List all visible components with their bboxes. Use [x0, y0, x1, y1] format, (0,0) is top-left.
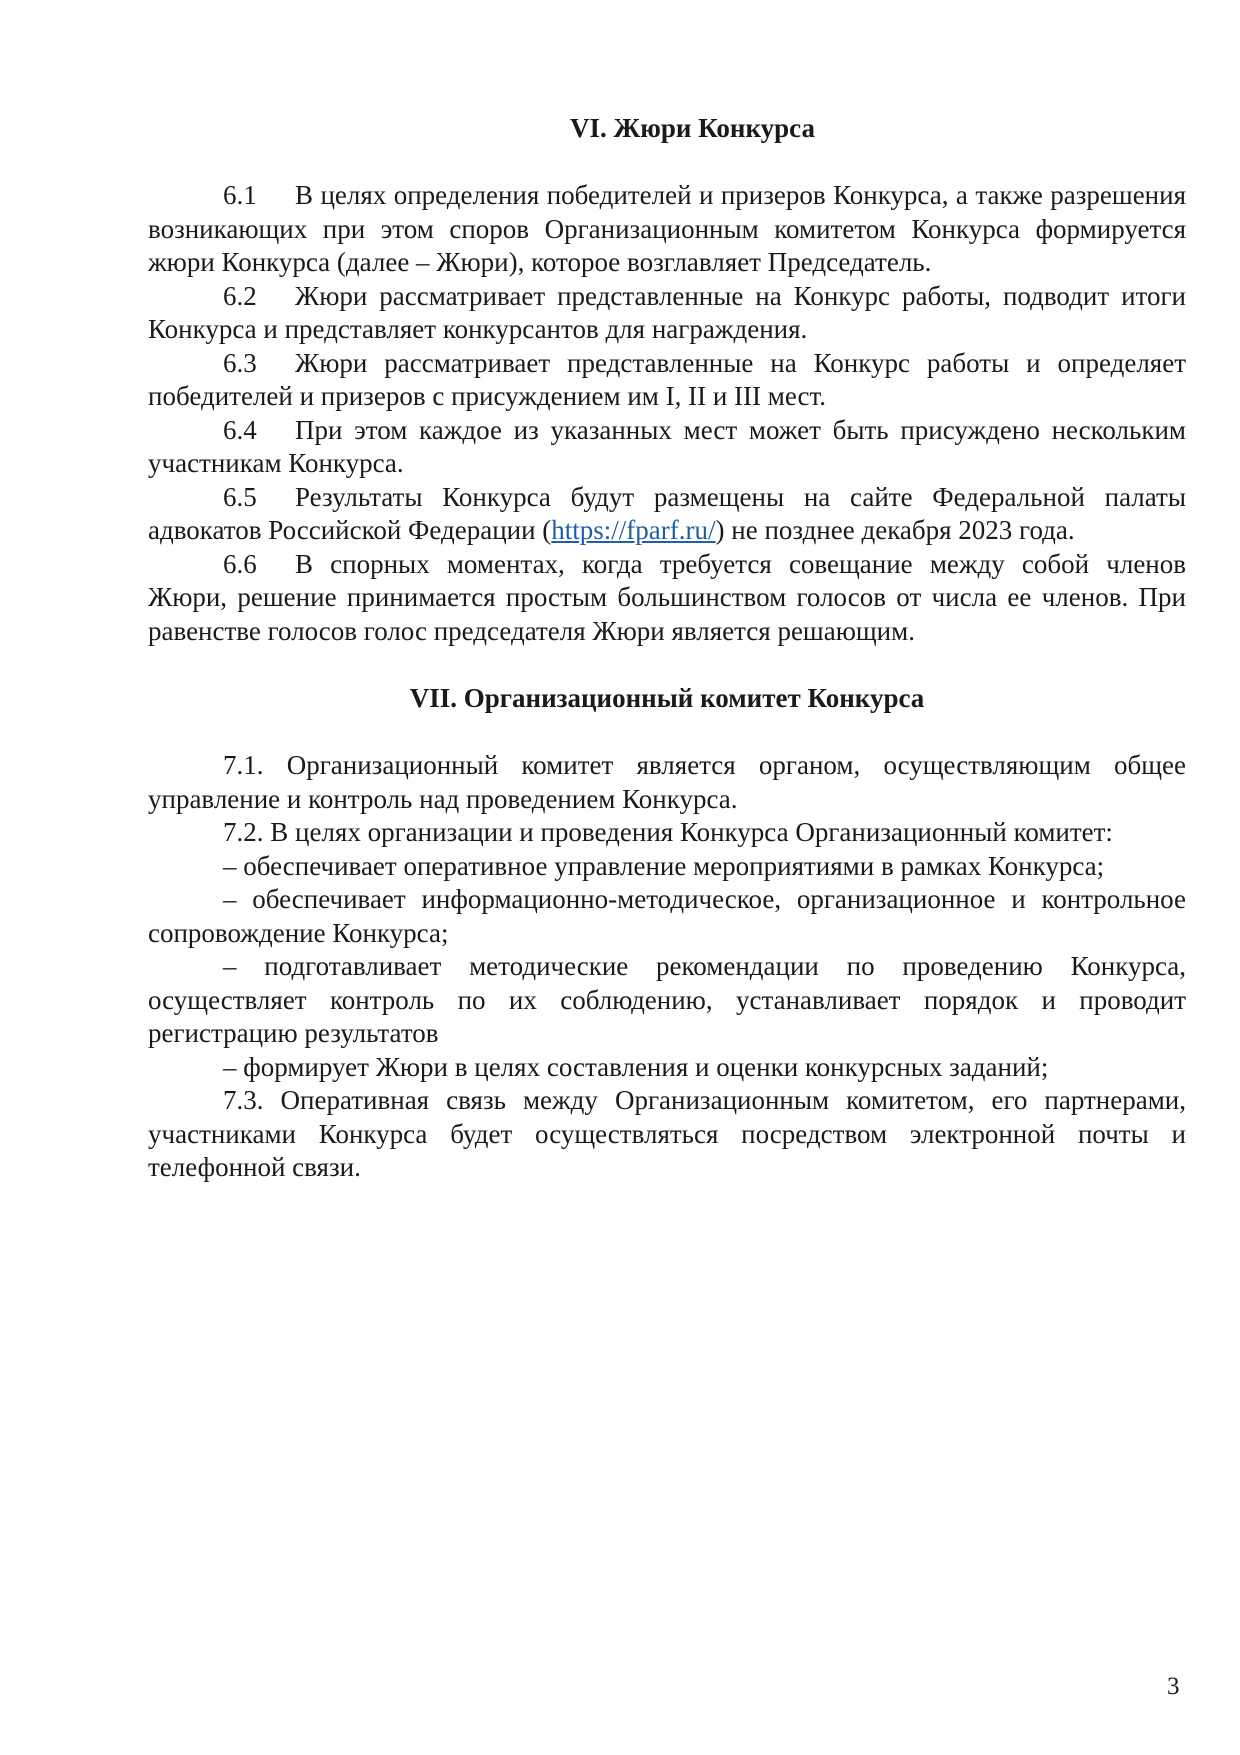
paragraph-number: 6.1 [223, 180, 257, 210]
paragraph-6-3 [148, 347, 1186, 414]
list-item: – формирует Жюри в целях составления и оценки конкурсных заданий; [223, 1051, 1049, 1082]
spacer [148, 715, 1186, 749]
paragraph-number: 6.3 [223, 347, 257, 378]
spacer [148, 145, 1186, 179]
paragraph-number: 6.2 [223, 280, 257, 311]
paragraph-7-1: 7.1. Организационный комитет является органом, осуществляющим общее управление и контроль над проведением Конкурса. [148, 750, 1186, 814]
paragraph-text: Результаты Конкурса будут размещены на сайте Федеральной палаты адвокатов Российской Федерации ( [148, 481, 1186, 545]
list-item: – обеспечивает информационно-методическое, организационное и контрольное сопровождение Конкурса; [148, 884, 1186, 948]
paragraph-text: Жюри рассматривает представленные на Конкурс работы и определяет победителей и призеров с присуждением им I, II и III мест. [148, 347, 1186, 411]
paragraph-text: Жюри рассматривает представленные на Конкурс работы, подводит итоги Конкурса и представляет конкурсантов для награждения. [148, 280, 1186, 344]
document-page [148, 112, 1186, 1185]
paragraph-text: В спорных моментах, когда требуется совещание между собой членов Жюри, решение принимается простым большинством голосов от числа ее членов. При равенстве голосов голос председателя Жюри является решающим. [148, 548, 1186, 646]
paragraph-6-4 [148, 414, 1186, 481]
paragraph-text: ) не позднее декабря 2023 года. [715, 515, 1075, 545]
paragraph-number: 6.6 [223, 548, 257, 579]
paragraph-6-2 [148, 280, 1186, 347]
paragraph-7-3: 7.3. Оперативная связь между Организационным комитетом, его партнерами, участниками Конкурса будет осуществляться посредством электронной почты и телефонной связи. [148, 1085, 1186, 1182]
paragraph-text: При этом каждое из указанных мест может быть присуждено нескольким участникам Конкурса. [148, 414, 1186, 478]
list-item: – обеспечивает оперативное управление мероприятиями в рамках Конкурса; [223, 850, 1105, 881]
section-6-title: VI. Жюри Конкурса [570, 113, 815, 143]
paragraph-number: 6.5 [223, 481, 257, 512]
list-item: – подготавливает методические рекомендации по проведению Конкурса, осуществляет контроль по их соблюдению, устанавливает порядок и проводит регистрацию результатов [148, 951, 1186, 1048]
page-number: 3 [1167, 1673, 1180, 1700]
paragraph-text: В целях определения победителей и призеров Конкурса, а также разрешения возникающих при этом споров Организационным комитетом Конкурса формируется жюри Конкурса (далее – Жюри), которое возглавляет Председатель. [148, 180, 1186, 277]
spacer [148, 648, 1186, 682]
paragraph-6-1 [148, 179, 1186, 280]
paragraph-6-5 [148, 481, 1186, 548]
fparf-link[interactable]: https://fparf.ru/ [551, 515, 716, 545]
paragraph-number: 6.4 [223, 414, 257, 445]
section-7-title: VII. Организационный комитет Конкурса [409, 683, 925, 713]
paragraph-7-2: 7.2. В целях организации и проведения Конкурса Организационный комитет: [223, 817, 1113, 847]
paragraph-6-6 [148, 548, 1186, 649]
